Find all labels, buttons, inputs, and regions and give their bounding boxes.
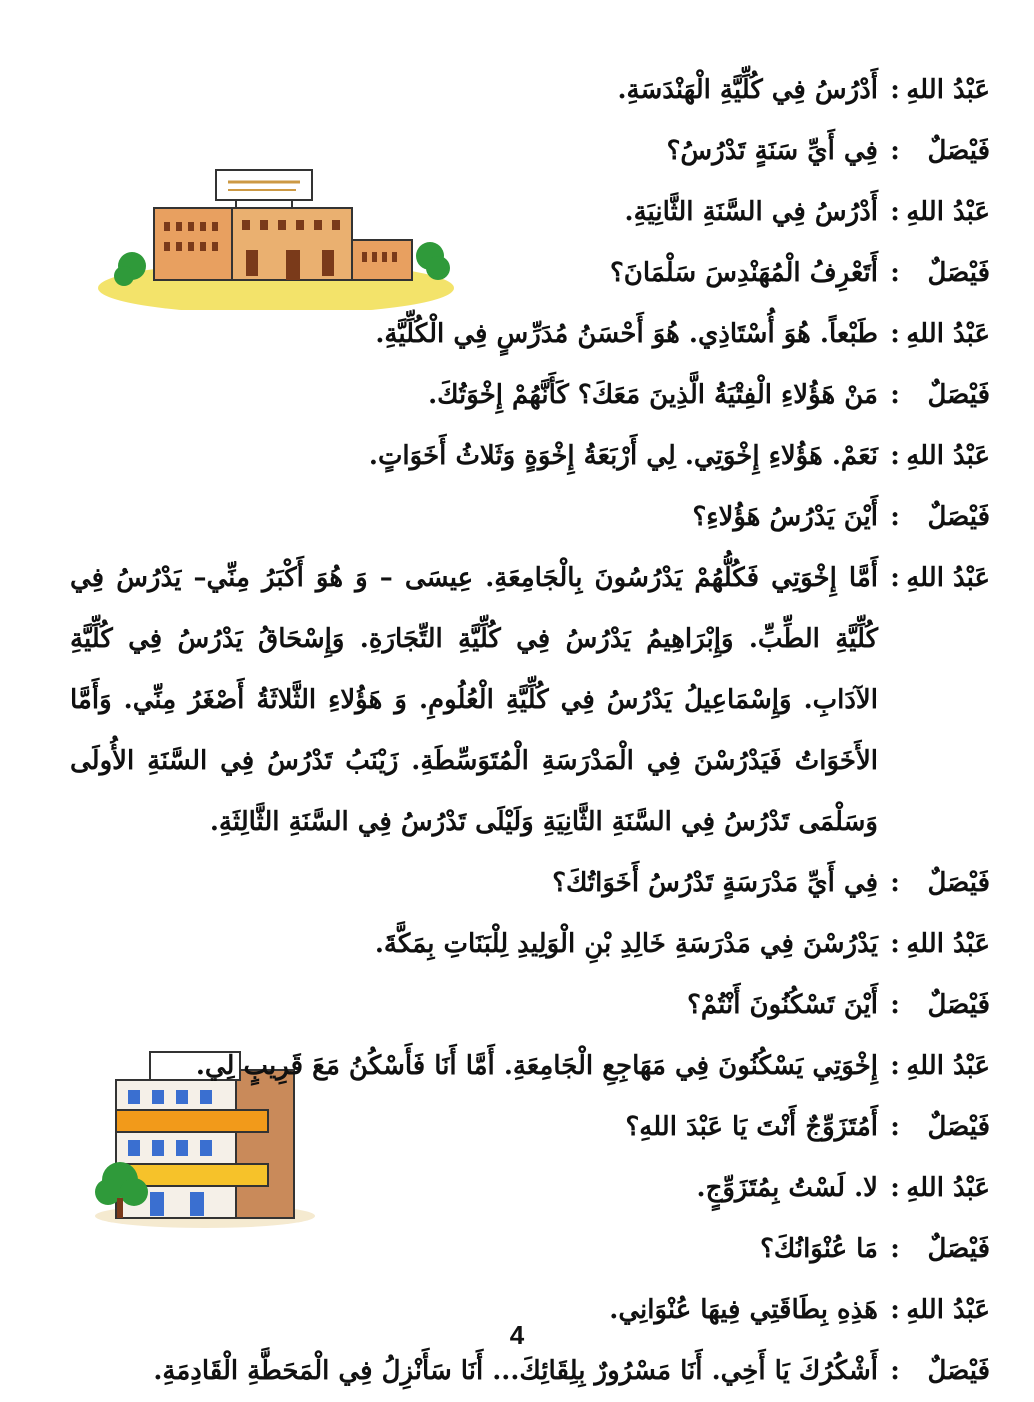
speaker-name: فَيْصَلٌ	[927, 136, 990, 166]
speaker-name: عَبْدُ اللهِ	[906, 1051, 990, 1081]
page-number: 4	[509, 1320, 525, 1350]
dialogue-line	[70, 1036, 990, 1097]
line-text: طَبْعاً. هُوَ أُسْتَاذِي. هُوَ أَحْسَنُ مُدَرِّسٍ فِي الْكُلِّيَّةِ.	[375, 319, 878, 349]
dialogue-line	[70, 853, 990, 914]
speaker-name: فَيْصَلٌ	[927, 990, 990, 1020]
dialogue-line	[70, 121, 990, 182]
speaker-name: عَبْدُ اللهِ	[906, 1173, 990, 1203]
dialogue-line	[70, 548, 990, 853]
line-text: أَتَعْرِفُ الْمُهَنْدِسَ سَلْمَانَ؟	[609, 258, 878, 288]
colon: :	[890, 197, 900, 227]
speaker-name: عَبْدُ اللهِ	[906, 319, 990, 349]
dialogue-line	[70, 487, 990, 548]
line-text: مَنْ هَؤُلاءِ الْفِتْيَةُ الَّذِينَ مَعَكَ؟ كَأَنَّهُمْ إِخْوَتُكَ.	[428, 380, 878, 410]
speaker-name: عَبْدُ اللهِ	[906, 441, 990, 471]
colon: :	[890, 75, 900, 105]
colon: :	[890, 563, 900, 593]
colon: :	[890, 502, 900, 532]
colon: :	[890, 1173, 900, 1203]
speaker-name: فَيْصَلٌ	[927, 502, 990, 532]
line-text: أَيْنَ تَسْكُنُونَ أَنْتُمْ؟	[687, 990, 878, 1020]
colon: :	[890, 319, 900, 349]
dialogue-line	[70, 60, 990, 121]
line-text: أَمَّا إِخْوَتِي فَكُلُّهُمْ يَدْرُسُونَ بِالْجَامِعَةِ. عِيسَى – وَ هُوَ أَكْبَرُ مِنِّي– يَدْرُسُ فِي كُلِّيَّةِ الطِّبِّ. وَإِبْرَاهِيمُ يَدْرُسُ فِي كُلِّيَّةِ التِّجَارَةِ. وَإِسْحَاقُ يَدْرُسُ فِي كُلِّيَّةِ الآدَابِ. وَإِسْمَاعِيلُ يَدْرُسُ فِي كُلِّيَّةِ الْعُلُومِ. وَ هَؤُلاءِ الثَّلاثَةُ أَصْغَرُ مِنِّي. وَأَمَّا الأَخَوَاتُ فَيَدْرُسْنَ فِي الْمَدْرَسَةِ الْمُتَوَسِّطَةِ. زَيْنَبُ تَدْرُسُ فِي السَّنَةِ الأُولَى وَسَلْمَى تَدْرُسُ فِي السَّنَةِ الثَّانِيَةِ وَلَيْلَى تَدْرُسُ فِي السَّنَةِ الثَّالِثَةِ.	[70, 563, 878, 837]
speaker-name: عَبْدُ اللهِ	[906, 563, 990, 593]
line-text: أَدْرُسُ فِي كُلِّيَّةِ الْهَنْدَسَةِ.	[617, 75, 878, 105]
dialogue-line	[70, 365, 990, 426]
colon: :	[890, 1112, 900, 1142]
speaker-name: فَيْصَلٌ	[927, 868, 990, 898]
line-text: أَمُتَزَوِّجٌ أَنْتَ يَا عَبْدَ اللهِ؟	[625, 1112, 878, 1142]
colon: :	[890, 1295, 900, 1325]
speaker-name: عَبْدُ اللهِ	[906, 1295, 990, 1325]
colon: :	[890, 136, 900, 166]
line-text: أَدْرُسُ فِي السَّنَةِ الثَّانِيَةِ.	[624, 197, 878, 227]
line-text: هَذِهِ بِطَاقَتِي فِيهَا عُنْوَانِي.	[609, 1295, 878, 1325]
dialogue-line	[70, 914, 990, 975]
colon: :	[890, 441, 900, 471]
colon: :	[890, 990, 900, 1020]
speaker-name: فَيْصَلٌ	[927, 1356, 990, 1386]
dialogue-line	[70, 1097, 990, 1158]
line-text: إِخْوَتِي يَسْكُنُونَ فِي مَهَاجِعِ الْجَامِعَةِ. أَمَّا أَنَا فَأَسْكُنُ مَعَ قَرِيبٍ لِي.	[195, 1051, 878, 1081]
colon: :	[890, 868, 900, 898]
line-text: يَدْرُسْنَ فِي مَدْرَسَةِ خَالِدِ بْنِ الْوَلِيدِ لِلْبَنَاتِ بِمَكَّةَ.	[374, 929, 878, 959]
speaker-name: فَيْصَلٌ	[927, 1234, 990, 1264]
colon: :	[890, 1051, 900, 1081]
speaker-name: فَيْصَلٌ	[927, 258, 990, 288]
speaker-name: عَبْدُ اللهِ	[906, 75, 990, 105]
dialogue-line	[70, 304, 990, 365]
colon: :	[890, 258, 900, 288]
dialogue-line	[70, 1158, 990, 1219]
speaker-name: عَبْدُ اللهِ	[906, 197, 990, 227]
line-text: مَا عُنْوَانُكَ؟	[760, 1234, 878, 1264]
speaker-name: عَبْدُ اللهِ	[906, 929, 990, 959]
dialogue	[70, 60, 990, 1402]
colon: :	[890, 1234, 900, 1264]
dialogue-line	[70, 243, 990, 304]
line-text: لا. لَسْتُ بِمُتَزَوِّجٍ.	[696, 1173, 878, 1203]
line-text: أَشْكُرُكَ يَا أَخِي. أَنَا مَسْرُورٌ بِلِقَائِكَ... أَنَا سَأَنْزِلُ فِي الْمَحَطَّةِ الْقَادِمَةِ.	[153, 1356, 878, 1386]
colon: :	[890, 929, 900, 959]
dialogue-line	[70, 426, 990, 487]
speaker-name: فَيْصَلٌ	[927, 1112, 990, 1142]
line-text: فِي أَيِّ سَنَةٍ تَدْرُسُ؟	[666, 136, 878, 166]
dialogue-line	[70, 975, 990, 1036]
dialogue-line	[70, 182, 990, 243]
line-text: فِي أَيِّ مَدْرَسَةٍ تَدْرُسُ أَخَوَاتُكَ؟	[552, 868, 878, 898]
line-text: نَعَمْ. هَؤُلاءِ إِخْوَتِي. لِي أَرْبَعَةُ إِخْوَةٍ وَثَلاثُ أَخَوَاتٍ.	[368, 441, 878, 471]
colon: :	[890, 380, 900, 410]
colon: :	[890, 1356, 900, 1386]
line-text: أَيْنَ يَدْرُسُ هَؤُلاءِ؟	[692, 502, 878, 532]
dialogue-line	[70, 1219, 990, 1280]
speaker-name: فَيْصَلٌ	[927, 380, 990, 410]
